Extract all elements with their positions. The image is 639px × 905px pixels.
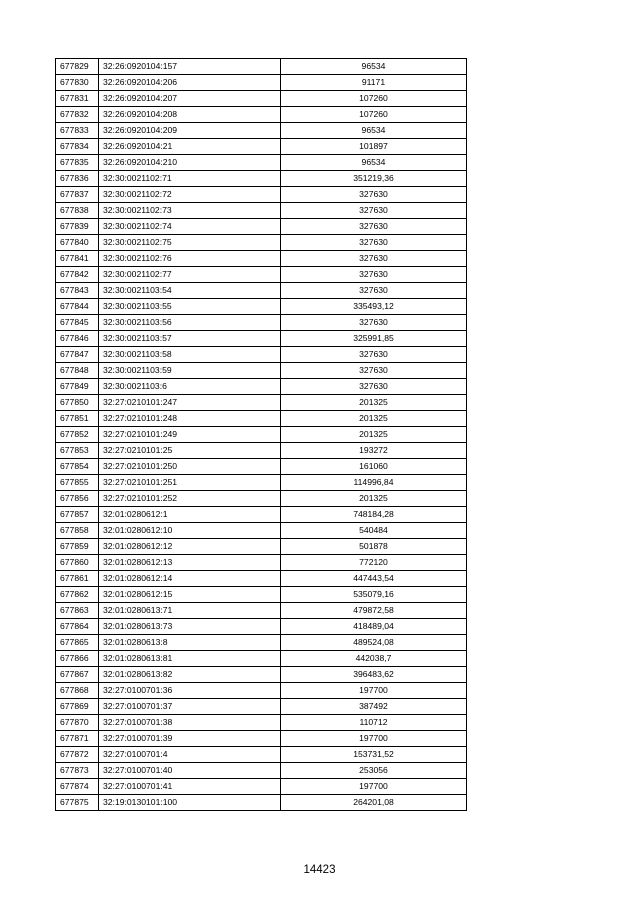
row-value-cell: 418489,04 (281, 619, 467, 635)
table-row (56, 187, 467, 203)
row-code-cell: 32:01:0280612:14 (99, 571, 281, 587)
row-id-cell: 677853 (56, 443, 99, 459)
table-row (56, 587, 467, 603)
row-value-cell: 327630 (281, 283, 467, 299)
row-code-cell: 32:26:0920104:157 (99, 59, 281, 75)
row-value-cell: 264201,08 (281, 795, 467, 811)
row-id-cell: 677844 (56, 299, 99, 315)
row-code-cell: 32:27:0210101:247 (99, 395, 281, 411)
row-code-cell: 32:30:0021103:57 (99, 331, 281, 347)
row-code-cell: 32:30:0021102:71 (99, 171, 281, 187)
row-value-cell: 396483,62 (281, 667, 467, 683)
table-row (56, 795, 467, 811)
row-code-cell: 32:01:0280613:8 (99, 635, 281, 651)
row-code-cell: 32:01:0280613:71 (99, 603, 281, 619)
row-id-cell: 677842 (56, 267, 99, 283)
row-value-cell: 107260 (281, 107, 467, 123)
table-row (56, 443, 467, 459)
row-code-cell: 32:26:0920104:21 (99, 139, 281, 155)
row-code-cell: 32:27:0210101:251 (99, 475, 281, 491)
table-row (56, 603, 467, 619)
data-table (55, 58, 467, 811)
row-code-cell: 32:30:0021103:59 (99, 363, 281, 379)
table-row (56, 635, 467, 651)
table-row (56, 171, 467, 187)
row-id-cell: 677833 (56, 123, 99, 139)
table-row (56, 363, 467, 379)
row-value-cell: 153731,52 (281, 747, 467, 763)
row-value-cell: 110712 (281, 715, 467, 731)
row-id-cell: 677858 (56, 523, 99, 539)
row-value-cell: 325991,85 (281, 331, 467, 347)
table-row (56, 251, 467, 267)
row-id-cell: 677846 (56, 331, 99, 347)
row-id-cell: 677836 (56, 171, 99, 187)
row-id-cell: 677837 (56, 187, 99, 203)
table-row (56, 731, 467, 747)
table-row (56, 315, 467, 331)
row-id-cell: 677862 (56, 587, 99, 603)
row-id-cell: 677874 (56, 779, 99, 795)
row-id-cell: 677872 (56, 747, 99, 763)
row-id-cell: 677854 (56, 459, 99, 475)
table-row (56, 123, 467, 139)
row-code-cell: 32:27:0100701:36 (99, 683, 281, 699)
table-row (56, 235, 467, 251)
page-number: 14423 (303, 864, 336, 876)
table-row (56, 331, 467, 347)
row-value-cell: 327630 (281, 187, 467, 203)
row-code-cell: 32:27:0100701:37 (99, 699, 281, 715)
row-id-cell: 677835 (56, 155, 99, 171)
row-code-cell: 32:26:0920104:208 (99, 107, 281, 123)
row-id-cell: 677857 (56, 507, 99, 523)
row-id-cell: 677845 (56, 315, 99, 331)
row-code-cell: 32:30:0021102:74 (99, 219, 281, 235)
row-value-cell: 327630 (281, 347, 467, 363)
row-id-cell: 677829 (56, 59, 99, 75)
table-row (56, 507, 467, 523)
row-value-cell: 201325 (281, 411, 467, 427)
table-row (56, 747, 467, 763)
row-code-cell: 32:30:0021103:58 (99, 347, 281, 363)
row-code-cell: 32:01:0280613:73 (99, 619, 281, 635)
row-code-cell: 32:27:0210101:252 (99, 491, 281, 507)
row-value-cell: 101897 (281, 139, 467, 155)
row-code-cell: 32:30:0021102:73 (99, 203, 281, 219)
row-id-cell: 677832 (56, 107, 99, 123)
row-value-cell: 335493,12 (281, 299, 467, 315)
table-row (56, 427, 467, 443)
row-value-cell: 489524,08 (281, 635, 467, 651)
table-row (56, 155, 467, 171)
table-row (56, 619, 467, 635)
table-row (56, 539, 467, 555)
row-code-cell: 32:27:0100701:38 (99, 715, 281, 731)
row-value-cell: 327630 (281, 363, 467, 379)
table-row (56, 571, 467, 587)
table-row (56, 491, 467, 507)
table-row (56, 75, 467, 91)
row-value-cell: 201325 (281, 427, 467, 443)
row-value-cell: 442038,7 (281, 651, 467, 667)
table-row (56, 411, 467, 427)
row-id-cell: 677871 (56, 731, 99, 747)
row-id-cell: 677869 (56, 699, 99, 715)
row-value-cell: 201325 (281, 491, 467, 507)
row-code-cell: 32:01:0280612:13 (99, 555, 281, 571)
row-code-cell: 32:27:0100701:40 (99, 763, 281, 779)
row-code-cell: 32:30:0021102:77 (99, 267, 281, 283)
row-value-cell: 501878 (281, 539, 467, 555)
row-value-cell: 161060 (281, 459, 467, 475)
row-code-cell: 32:27:0100701:41 (99, 779, 281, 795)
row-id-cell: 677865 (56, 635, 99, 651)
row-code-cell: 32:27:0210101:249 (99, 427, 281, 443)
row-code-cell: 32:30:0021102:75 (99, 235, 281, 251)
row-code-cell: 32:30:0021103:6 (99, 379, 281, 395)
row-value-cell: 772120 (281, 555, 467, 571)
table-row (56, 699, 467, 715)
table-row (56, 379, 467, 395)
row-value-cell: 327630 (281, 251, 467, 267)
row-code-cell: 32:26:0920104:206 (99, 75, 281, 91)
row-code-cell: 32:01:0280612:1 (99, 507, 281, 523)
row-value-cell: 107260 (281, 91, 467, 107)
row-code-cell: 32:27:0210101:250 (99, 459, 281, 475)
row-id-cell: 677838 (56, 203, 99, 219)
table-row (56, 299, 467, 315)
row-id-cell: 677834 (56, 139, 99, 155)
table-row (56, 459, 467, 475)
row-id-cell: 677866 (56, 651, 99, 667)
table-row (56, 59, 467, 75)
row-value-cell: 201325 (281, 395, 467, 411)
row-id-cell: 677841 (56, 251, 99, 267)
row-value-cell: 91171 (281, 75, 467, 91)
row-id-cell: 677873 (56, 763, 99, 779)
row-code-cell: 32:30:0021102:76 (99, 251, 281, 267)
table-row (56, 395, 467, 411)
row-code-cell: 32:30:0021103:54 (99, 283, 281, 299)
row-value-cell: 327630 (281, 235, 467, 251)
row-id-cell: 677875 (56, 795, 99, 811)
table-row (56, 763, 467, 779)
row-value-cell: 114996,84 (281, 475, 467, 491)
table-row (56, 779, 467, 795)
row-id-cell: 677868 (56, 683, 99, 699)
row-id-cell: 677839 (56, 219, 99, 235)
row-id-cell: 677863 (56, 603, 99, 619)
row-code-cell: 32:27:0210101:248 (99, 411, 281, 427)
row-code-cell: 32:27:0100701:39 (99, 731, 281, 747)
table-row (56, 107, 467, 123)
row-id-cell: 677867 (56, 667, 99, 683)
row-value-cell: 197700 (281, 779, 467, 795)
row-value-cell: 540484 (281, 523, 467, 539)
row-value-cell: 387492 (281, 699, 467, 715)
table-row (56, 219, 467, 235)
table-row (56, 283, 467, 299)
row-value-cell: 96534 (281, 155, 467, 171)
row-id-cell: 677859 (56, 539, 99, 555)
row-code-cell: 32:30:0021103:55 (99, 299, 281, 315)
row-value-cell: 351219,36 (281, 171, 467, 187)
row-id-cell: 677851 (56, 411, 99, 427)
table-row (56, 475, 467, 491)
row-id-cell: 677861 (56, 571, 99, 587)
row-code-cell: 32:30:0021102:72 (99, 187, 281, 203)
row-id-cell: 677843 (56, 283, 99, 299)
row-code-cell: 32:01:0280612:12 (99, 539, 281, 555)
row-code-cell: 32:26:0920104:210 (99, 155, 281, 171)
row-value-cell: 327630 (281, 379, 467, 395)
row-id-cell: 677840 (56, 235, 99, 251)
row-value-cell: 197700 (281, 731, 467, 747)
row-code-cell: 32:01:0280612:10 (99, 523, 281, 539)
row-code-cell: 32:26:0920104:209 (99, 123, 281, 139)
row-id-cell: 677855 (56, 475, 99, 491)
row-id-cell: 677852 (56, 427, 99, 443)
row-value-cell: 193272 (281, 443, 467, 459)
table-row (56, 203, 467, 219)
row-id-cell: 677847 (56, 347, 99, 363)
row-value-cell: 327630 (281, 315, 467, 331)
row-id-cell: 677849 (56, 379, 99, 395)
table-body (56, 59, 467, 811)
row-code-cell: 32:01:0280612:15 (99, 587, 281, 603)
table-row (56, 347, 467, 363)
row-value-cell: 327630 (281, 267, 467, 283)
row-id-cell: 677864 (56, 619, 99, 635)
row-code-cell: 32:27:0100701:4 (99, 747, 281, 763)
row-code-cell: 32:26:0920104:207 (99, 91, 281, 107)
row-code-cell: 32:01:0280613:82 (99, 667, 281, 683)
row-value-cell: 96534 (281, 59, 467, 75)
row-id-cell: 677830 (56, 75, 99, 91)
table-row (56, 139, 467, 155)
row-id-cell: 677856 (56, 491, 99, 507)
table-row (56, 555, 467, 571)
row-value-cell: 197700 (281, 683, 467, 699)
row-id-cell: 677860 (56, 555, 99, 571)
row-value-cell: 748184,28 (281, 507, 467, 523)
row-value-cell: 96534 (281, 123, 467, 139)
row-id-cell: 677870 (56, 715, 99, 731)
table-row (56, 267, 467, 283)
row-code-cell: 32:19:0130101:100 (99, 795, 281, 811)
row-value-cell: 479872,58 (281, 603, 467, 619)
table-row (56, 715, 467, 731)
row-value-cell: 327630 (281, 219, 467, 235)
row-value-cell: 535079,16 (281, 587, 467, 603)
row-code-cell: 32:30:0021103:56 (99, 315, 281, 331)
table-row (56, 91, 467, 107)
row-value-cell: 253056 (281, 763, 467, 779)
row-code-cell: 32:01:0280613:81 (99, 651, 281, 667)
table-row (56, 667, 467, 683)
row-value-cell: 327630 (281, 203, 467, 219)
row-id-cell: 677850 (56, 395, 99, 411)
table-row (56, 651, 467, 667)
table-row (56, 683, 467, 699)
row-code-cell: 32:27:0210101:25 (99, 443, 281, 459)
row-value-cell: 447443,54 (281, 571, 467, 587)
row-id-cell: 677848 (56, 363, 99, 379)
row-id-cell: 677831 (56, 91, 99, 107)
table-row (56, 523, 467, 539)
